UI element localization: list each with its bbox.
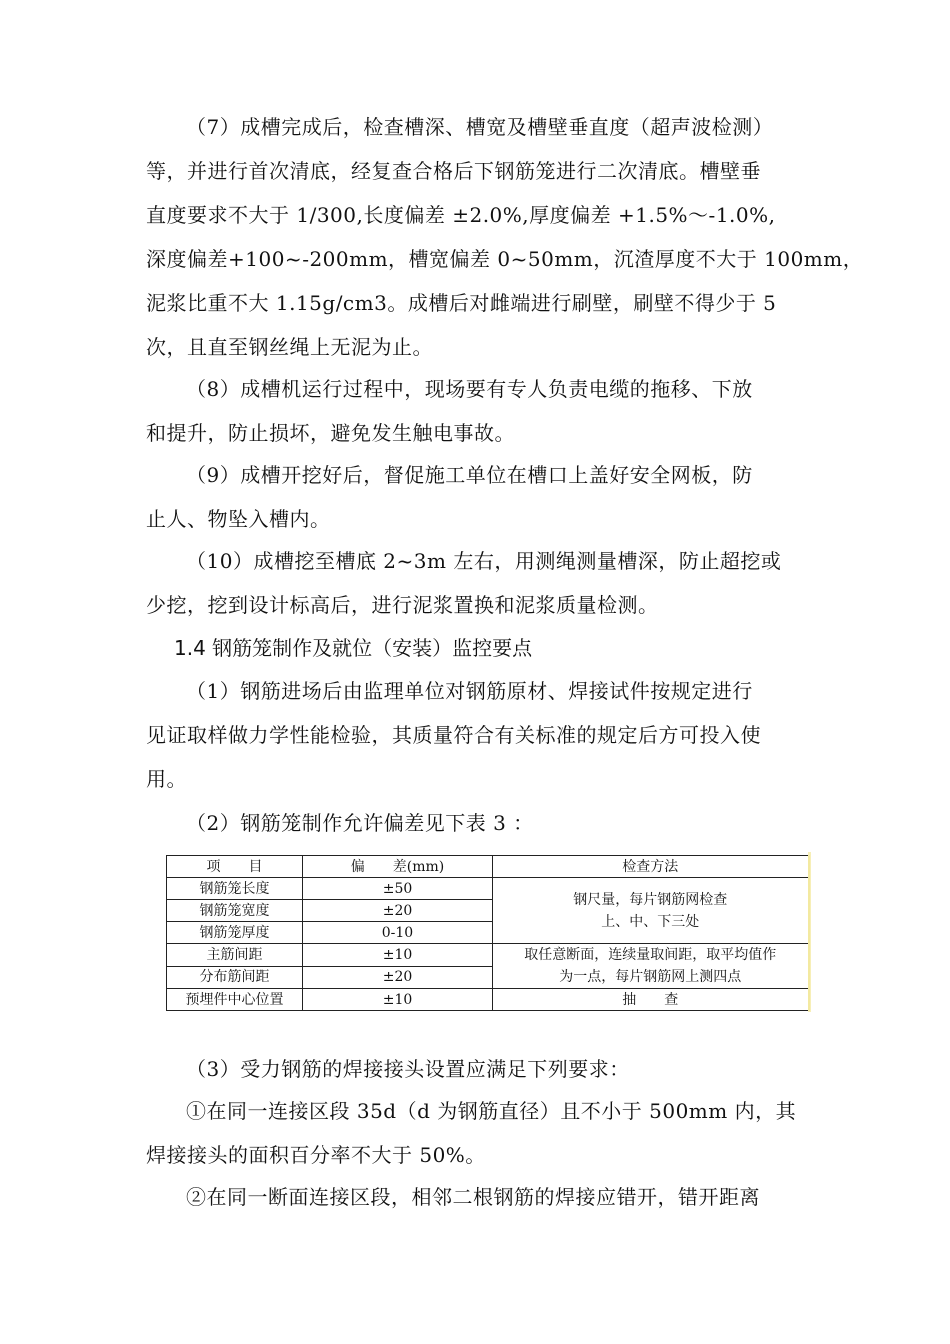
paragraph-line: （1）钢筋进场后由监理单位对钢筋原材、焊接试件按规定进行	[186, 679, 753, 703]
paragraph-line: 深度偏差+100~-200mm，槽宽偏差 0~50mm，沉渣厚度不大于 100mm，	[146, 247, 864, 271]
table-row	[167, 878, 809, 900]
paragraph-line: ②在同一断面连接区段，相邻二根钢筋的焊接应错开，错开距离	[186, 1185, 760, 1209]
paragraph-line: 焊接接头的面积百分率不大于 50%。	[146, 1143, 486, 1167]
paragraph-line: ①在同一连接区段 35d（d 为钢筋直径）且不小于 500mm 内，其	[186, 1099, 797, 1123]
paragraph-line: 直度要求不大于 1/300,长度偏差 ±2.0%,厚度偏差 +1.5%～-1.0%,	[146, 203, 776, 227]
table-cell-deviation: ±10	[303, 989, 493, 1011]
paragraph-line: 止人、物坠入槽内。	[146, 507, 331, 531]
table-row	[167, 989, 809, 1011]
paragraph-line: （3）受力钢筋的焊接接头设置应满足下列要求：	[186, 1057, 630, 1081]
paragraph-line: 次，且直至钢丝绳上无泥为止。	[146, 335, 433, 359]
paragraph-line: （10）成槽挖至槽底 2~3m 左右，用测绳测量槽深，防止超挖或	[186, 549, 782, 573]
paragraph-line: 泥浆比重不大 1.15g/cm3。成槽后对雌端进行刷壁，刷壁不得少于 5	[146, 291, 777, 315]
method-line: 上、中、下三处	[601, 913, 700, 930]
table-cell-deviation: ±20	[303, 900, 493, 922]
table-cell-method: 抽 查	[493, 989, 809, 1011]
paragraph-line: 见证取样做力学性能检验，其质量符合有关标准的规定后方可投入使	[146, 723, 761, 747]
table-cell-item: 预埋件中心位置	[167, 989, 303, 1011]
table-cell-deviation: ±10	[303, 944, 493, 967]
deviation-table	[166, 855, 810, 1011]
table-row	[167, 944, 809, 967]
method-line: 取任意断面，连续量取间距，取平均值作	[524, 947, 777, 963]
table-caption: （2）钢筋笼制作允许偏差见下表 3 ：	[186, 811, 534, 835]
table-cell-deviation: ±20	[303, 966, 493, 989]
table-cell-method	[493, 878, 809, 944]
paragraph-line: （8）成槽机运行过程中，现场要有专人负责电缆的拖移、下放	[186, 377, 753, 401]
paragraph-line: 用。	[146, 767, 187, 791]
paragraph-line: （7）成槽完成后，检查槽深、槽宽及槽壁垂直度（超声波检测）	[186, 115, 774, 139]
method-line: 为一点，每片钢筋网上测四点	[559, 969, 742, 985]
table-cell-item: 钢筋笼厚度	[167, 922, 303, 944]
paragraph-line: 少挖，挖到设计标高后，进行泥浆置换和泥浆质量检测。	[146, 593, 659, 617]
section-heading: 1.4 钢筋笼制作及就位（安装）监控要点	[174, 636, 533, 660]
table-header-cell: 偏 差(mm)	[303, 856, 493, 878]
table-header-row	[167, 856, 809, 878]
table-cell-deviation: 0-10	[303, 922, 493, 944]
method-line: 钢尺量，每片钢筋网检查	[573, 891, 728, 908]
table-header-cell: 检查方法	[493, 856, 809, 878]
paragraph-line: 和提升，防止损坏，避免发生触电事故。	[146, 421, 515, 445]
paragraph-line: （9）成槽开挖好后，督促施工单位在槽口上盖好安全网板，防	[186, 463, 753, 487]
table-cell-method	[493, 944, 809, 989]
table-cell-deviation: ±50	[303, 878, 493, 900]
table-header-cell: 项 目	[167, 856, 303, 878]
paragraph-line: 等，并进行首次清底，经复查合格后下钢筋笼进行二次清底。槽壁垂	[146, 159, 761, 183]
table-cell-item: 钢筋笼宽度	[167, 900, 303, 922]
table-cell-item: 钢筋笼长度	[167, 878, 303, 900]
table-cell-item: 主筋间距	[167, 944, 303, 967]
table-cell-item: 分布筋间距	[167, 966, 303, 989]
